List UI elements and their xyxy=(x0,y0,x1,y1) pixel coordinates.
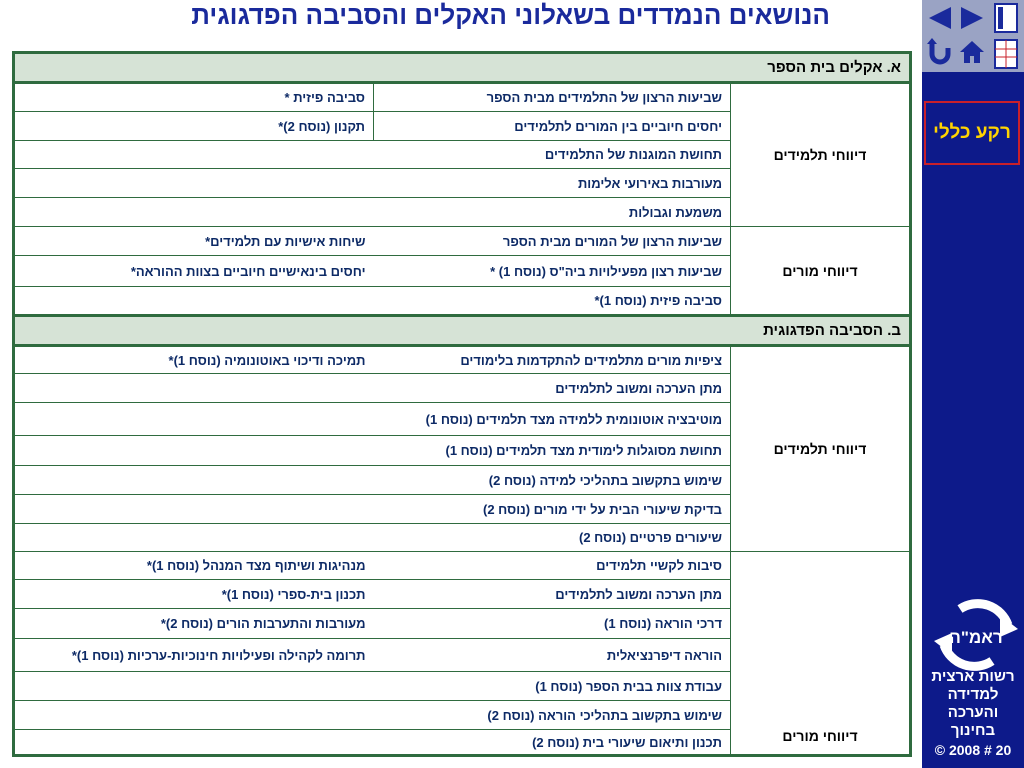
group-label-teachers: דיווחי מורים xyxy=(731,227,911,316)
topic-cell xyxy=(14,466,374,495)
topic-cell: סביבה פיזית (נוסח 1)* xyxy=(374,287,731,316)
topic-cell: מעורבות והתערבות הורים (נוסח 2)* xyxy=(14,609,374,639)
topic-cell: דרכי הוראה (נוסח 1) xyxy=(374,609,731,639)
topic-cell: שביעות הרצון של התלמידים מבית הספר xyxy=(374,83,731,112)
topic-cell: מנהיגות ושיתוף מצד המנהל (נוסח 1)* xyxy=(14,552,374,580)
topic-cell: מעורבות באירועי אלימות xyxy=(374,169,731,198)
table-row xyxy=(14,227,911,256)
triangle-right-icon xyxy=(959,5,985,31)
topic-cell xyxy=(14,403,374,436)
topic-cell: שימוש בתקשוב בתהליכי הוראה (נוסח 2) xyxy=(374,701,731,730)
topic-cell: שביעות הרצון של המורים מבית הספר xyxy=(374,227,731,256)
topic-cell: יחסים חיוביים בין המורים לתלמידים xyxy=(374,112,731,141)
topic-cell: מתן הערכה ומשוב לתלמידים xyxy=(374,374,731,403)
navigation-panel xyxy=(922,0,1024,72)
topic-cell: שיחות אישיות עם תלמידים* xyxy=(14,227,374,256)
topic-cell xyxy=(14,495,374,524)
copyright-page-number: © 2008 # 20 xyxy=(934,742,1012,758)
table-row xyxy=(14,83,911,112)
home-button[interactable] xyxy=(958,38,986,66)
topic-cell: תחושת המוגנות של התלמידים xyxy=(374,141,731,169)
back-button[interactable] xyxy=(926,4,954,32)
group-label-students: דיווחי תלמידים xyxy=(731,346,911,552)
group-label-students: דיווחי תלמידים xyxy=(731,83,911,227)
topic-cell xyxy=(14,672,374,701)
topic-cell xyxy=(14,374,374,403)
background-info-button[interactable]: רקע כללי xyxy=(924,101,1020,165)
rama-logo xyxy=(930,595,1022,675)
topic-cell: תרומה לקהילה ופעילויות חינוכיות-ערכיות (נוסח 1)* xyxy=(14,639,374,672)
topic-cell: בדיקת שיעורי הבית על ידי מורים (נוסח 2) xyxy=(374,495,731,524)
page-title: הנושאים הנמדדים בשאלוני האקלים והסביבה הפדגוגית xyxy=(191,0,830,30)
topic-cell: תכנון בית-ספרי (נוסח 1)* xyxy=(14,580,374,609)
section-title: א. אקלים בית הספר xyxy=(14,53,911,83)
topic-cell: מוטיבציה אוטונומית ללמידה מצד תלמידים (נוסח 1) xyxy=(374,403,731,436)
topic-cell xyxy=(14,701,374,730)
topic-cell: סביבה פיזית * xyxy=(14,83,374,112)
topic-cell: יחסים בינאישיים חיוביים בצוות ההוראה* xyxy=(14,256,374,287)
logo-text: ראמ"ה xyxy=(949,628,1003,647)
home-icon xyxy=(959,39,985,65)
topic-cell xyxy=(14,169,374,198)
forward-button[interactable] xyxy=(958,4,986,32)
group-label-teachers: דיווחי מורים xyxy=(731,552,911,756)
document-grid-icon xyxy=(994,39,1018,69)
topic-cell xyxy=(14,436,374,466)
topic-cell: תחושת מסוגלות לימודית מצד תלמידים (נוסח 1) xyxy=(374,436,731,466)
topic-cell: שימוש בתקשוב בתהליכי למידה (נוסח 2) xyxy=(374,466,731,495)
page-button[interactable] xyxy=(992,2,1020,34)
topic-cell: שיעורים פרטיים (נוסח 2) xyxy=(374,524,731,552)
topic-cell: סיבות לקשיי תלמידים xyxy=(374,552,731,580)
triangle-left-icon xyxy=(927,5,953,31)
topic-cell: תקנון (נוסח 2)* xyxy=(14,112,374,141)
topic-cell: תמיכה ודיכוי באוטונומיה (נוסח 1)* xyxy=(14,346,374,374)
topic-cell: הוראה דיפרנציאלית xyxy=(374,639,731,672)
page-grid-button[interactable] xyxy=(992,38,1020,70)
u-turn-arrow-icon xyxy=(927,38,953,66)
topic-cell: תכנון ותיאום שיעורי בית (נוסח 2) xyxy=(374,730,731,756)
section-header-climate xyxy=(14,53,911,83)
topic-cell xyxy=(14,524,374,552)
topic-cell: משמעת וגבולות xyxy=(374,198,731,227)
topic-cell xyxy=(14,287,374,316)
topic-cell xyxy=(14,198,374,227)
topic-cell xyxy=(14,141,374,169)
section-header-pedagogy xyxy=(14,316,911,346)
table-row xyxy=(14,346,911,374)
section-title: ב. הסביבה הפדגוגית xyxy=(14,316,911,346)
organization-name: רשות ארצית למדידה והערכה בחינוך xyxy=(931,668,1015,739)
table-row xyxy=(14,552,911,580)
topic-cell: מתן הערכה ומשוב לתלמידים xyxy=(374,580,731,609)
topic-cell: ציפיות מורים מתלמידים להתקדמות בלימודים xyxy=(374,346,731,374)
topic-cell: שביעות רצון מפעילויות ביה"ס (נוסח 1) * xyxy=(374,256,731,287)
topic-cell: עבודת צוות בבית הספר (נוסח 1) xyxy=(374,672,731,701)
topics-table xyxy=(12,51,912,757)
document-icon xyxy=(994,3,1018,33)
topic-cell xyxy=(14,730,374,756)
return-button[interactable] xyxy=(926,38,954,66)
